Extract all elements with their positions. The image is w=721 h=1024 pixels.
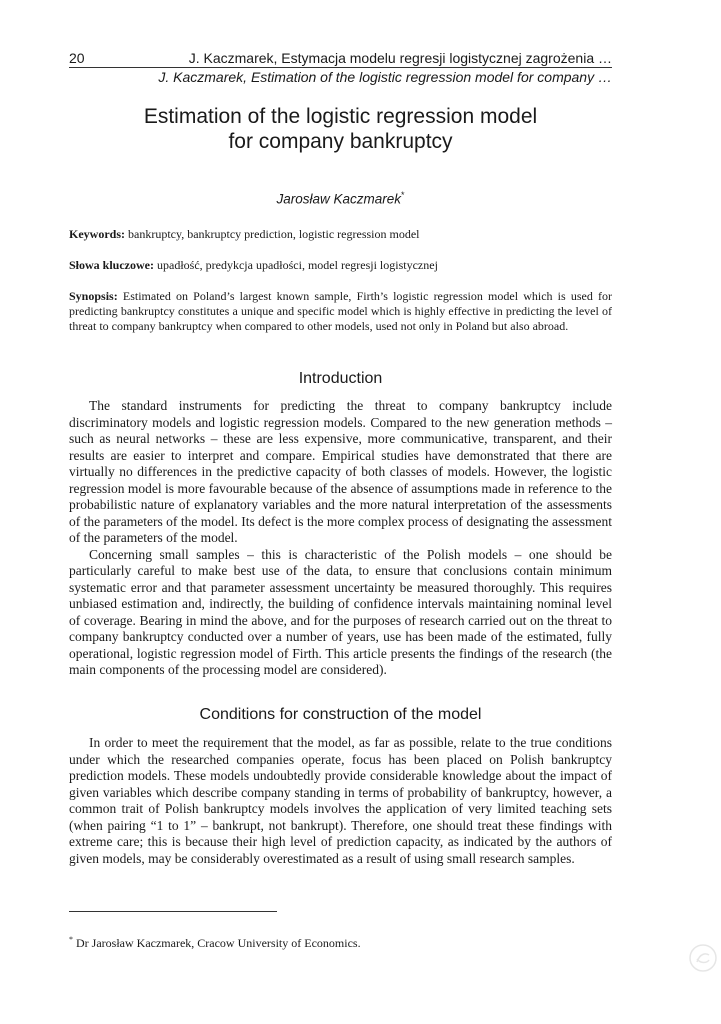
slowa-kluczowe-text: upadłość, predykcja upadłości, model regresji logistycznej [154, 258, 438, 272]
keywords-label: Keywords: [69, 227, 125, 241]
paragraph: The standard instruments for predicting the threat to company bankruptcy include discriminatory models and logistic regression models. Compared to the new generation methods – such as neural networks – these are less expensive, more communicative, transparent, and their results are easier to interpret and compare. Empirical studies have demonstrated that there are virtually no differences in the predictive capacity of both classes of models. However, the logistic regression model is more favourable because of the absence of assumptions made in reference to the probabilistic nature of explanatory variables and the more natural interpretation of the assessments of the parameters of the model. Its defect is the more complex process of designating the assessment of the parameters of the model. [69, 398, 612, 545]
paragraph: Concerning small samples – this is characteristic of the Polish models – one should be particularly careful to make best use of the data, to ensure that conclusions contain minimum systematic error and that parameter assessment uncertainty be measured thoroughly. This requires unbiased estimation and, indirectly, the building of confidence intervals maintaining nominal level of coverage. Bearing in mind the above, and for the purposes of research carried out on the threat to company bankruptcy conducted over a number of years, use has been made of the estimated, fully operational, logistic regression model of Firth. This article presents the findings of the research (the main components of the processing model are considered). [69, 546, 612, 677]
paper-title [69, 104, 612, 154]
slowa-kluczowe [69, 258, 612, 273]
footnote-text: Dr Jarosław Kaczmarek, Cracow University of Economics. [73, 936, 361, 950]
keywords-text: bankruptcy, bankruptcy prediction, logistic regression model [125, 227, 420, 241]
paper-title-line-2: for company bankruptcy [228, 130, 453, 153]
section-heading-conditions: Conditions for construction of the model [199, 706, 482, 723]
synopsis-label: Synopsis: [69, 289, 118, 303]
page-number: 20 [69, 50, 85, 66]
synopsis-text: Estimated on Poland’s largest known sample, Firth’s logistic regression model which is used for predicting bankruptcy constitutes a unique and specific model which is highly effective in predicting the level of threat to company bankruptcy when compared to other models, used not only in Poland but also abroad. [69, 289, 612, 333]
footnote [69, 935, 612, 951]
keywords [69, 227, 612, 242]
watermark-icon [688, 943, 718, 973]
running-head-rule [69, 67, 612, 68]
paper-title-line-1: Estimation of the logistic regression model [143, 105, 538, 128]
paragraph: In order to meet the requirement that the model, as far as possible, relate to the true conditions under which the researched companies operate, focus has been placed on Polish bankruptcy prediction models. These models undoubtedly provide considerable knowledge about the impact of given variables which describe company standing in terms of probability of bankruptcy, however, a common trait of Polish bankruptcy models involves the application of very limited teaching sets (when pairing “1 to 1” – bankrupt, not bankrupt). Therefore, one should treat these findings with extreme care; this is because their high level of prediction capacity, as indicated by the authors of given models, may be considerably overestimated as a result of using small research samples. [69, 735, 612, 866]
author-name: Jarosław Kaczmarek [276, 191, 402, 207]
running-head-english-title: J. Kaczmarek, Estimation of the logistic regression model for company … [158, 69, 612, 85]
introduction-body [69, 398, 612, 679]
author-footnote-mark: * [401, 190, 405, 200]
author-line [69, 190, 612, 207]
running-head [69, 50, 612, 66]
running-head-polish-title: J. Kaczmarek, Estymacja modelu regresji logistycznej zagrożenia … [188, 50, 612, 66]
footnote-mark: * [69, 935, 73, 944]
footnote-rule [69, 911, 277, 912]
synopsis [69, 289, 612, 333]
slowa-kluczowe-label: Słowa kluczowe: [69, 258, 154, 272]
section-heading-introduction: Introduction [298, 370, 383, 387]
conditions-body [69, 735, 612, 867]
